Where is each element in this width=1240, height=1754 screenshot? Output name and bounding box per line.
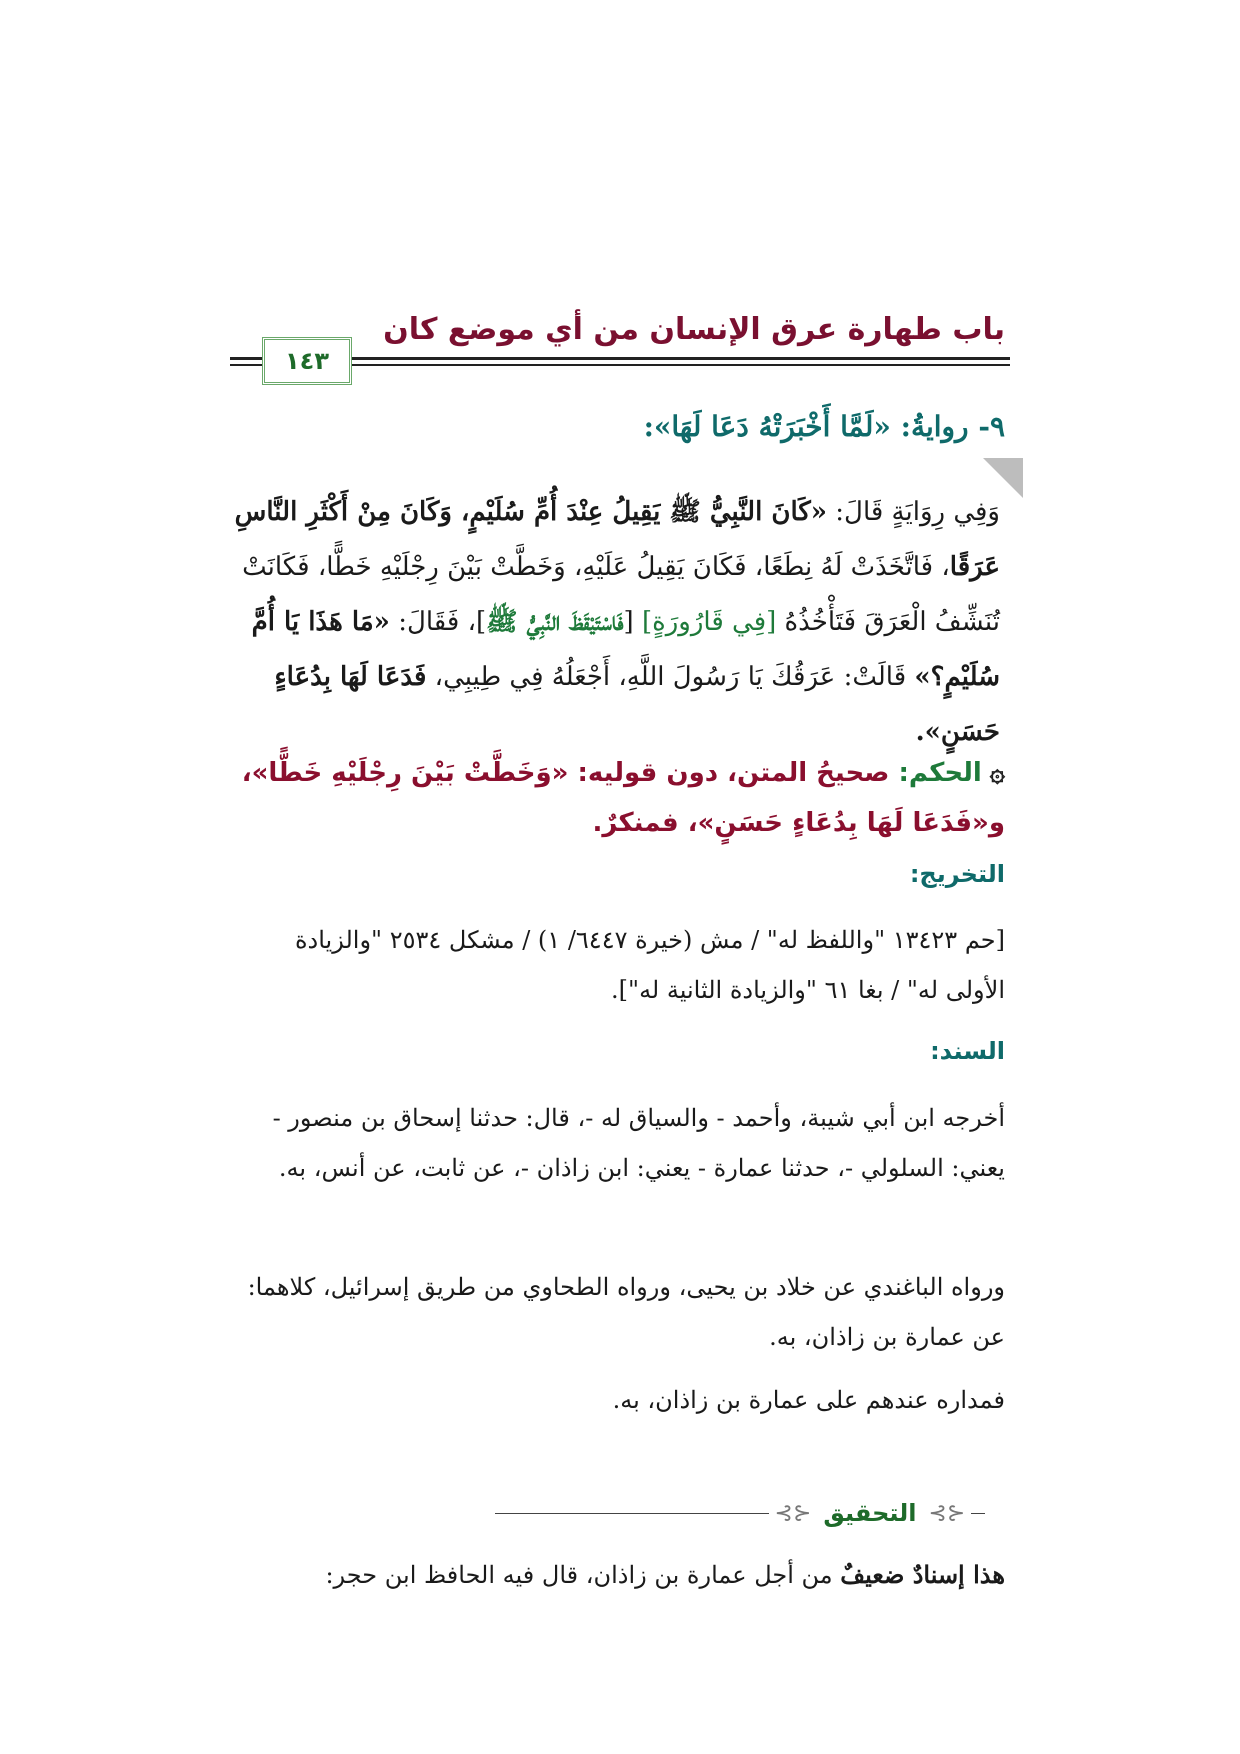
ruling-text: صحيحُ المتن، دون قوليه: «وَخَطَّتْ بَيْنَ رِجْلَيْهِ خَطًّا»، و«فَدَعَا لَهَا بِدُعَاءٍ حَسَنٍ»، فمنكرٌ. [241, 758, 1005, 838]
tahqiq-bold-lead: هذا إسنادٌ ضعيفٌ [840, 1560, 1005, 1589]
page-number-badge [262, 337, 352, 385]
page-number: ١٤٣ [285, 347, 329, 375]
flower-icon: ۞ [989, 758, 1005, 788]
ornament-right-icon: ⊰⊱ [928, 1500, 966, 1526]
section-title: ٩- روايةُ: «لَمَّا أَخْبَرَتْهُ دَعَا لَهَا»: [643, 410, 1005, 443]
takhrij-heading: التخريج: [909, 860, 1005, 888]
narration-intro: وَفِي رِوَايَةٍ قَالَ: [827, 497, 1000, 527]
sanad-paragraph-3: فمداره عندهم على عمارة بن زاذان، به. [612, 1386, 1005, 1414]
tahqiq-heading: التحقيق [823, 1499, 917, 1527]
ornament-left-icon: ⊰⊱ [774, 1500, 812, 1526]
divider-line-left [495, 1513, 769, 1514]
narration-addition-2: فَاسْتَيْقَظَ النَّبِيُّ ﷺ [486, 607, 624, 637]
ruling-paragraph [230, 748, 1005, 848]
sanad-paragraph-1: أخرجه ابن أبي شيبة، وأحمد - والسياق له -، قال: حدثنا إسحاق بن منصور - يعني: السلولي -، حدثنا عمارة - يعني: ابن زاذان -، عن ثابت، عن أنس، به. [272, 1104, 1005, 1182]
narration-text [230, 485, 1000, 760]
narration-bold-question: «مَا هَذَا يَا أُمَّ سُلَيْمٍ؟» [251, 607, 1000, 692]
sanad-paragraph-2: ورواه الباغندي عن خلاد بن يحيى، ورواه الطحاوي من طريق إسرائيل، كلاهما: عن عمارة بن زاذان، به. [247, 1273, 1005, 1351]
divider-line-right [971, 1513, 985, 1514]
ruling-label: الحكم: [898, 758, 982, 788]
tahqiq-divider [495, 1493, 985, 1533]
takhrij-text: [حم ١٣٤٢٣ "واللفظ له" / مش (خيرة ٦٤٤٧/ ١) / مشكل ٢٥٣٤ "والزيادة الأولى له" / بغا ٦١ "والزيادة الثانية له"]. [294, 926, 1005, 1004]
narration-bracket: [ [623, 607, 642, 637]
narration-part-6: ]، فَقَالَ: [389, 607, 487, 637]
tahqiq-text: من أجل عمارة بن زاذان، قال فيه الحافظ ابن حجر: [325, 1561, 841, 1589]
narration-addition-1: [فِي قَارُورَةٍ] [641, 607, 777, 637]
tahqiq-paragraph [230, 1550, 1005, 1600]
narration-bold-1: «كَانَ النَّبِيُّ ﷺ يَقِيلُ عِنْدَ أُمِّ سُلَيْمٍ، وَكَانَ مِنْ أَكْثَرِ النَّاسِ عَرَقًا [234, 497, 1000, 582]
sanad-heading: السند: [930, 1037, 1005, 1065]
narration-part-8: قَالَتْ: عَرَقُكَ يَا رَسُولَ اللَّهِ، أَجْعَلُهُ فِي طِيبِي، [426, 662, 915, 692]
running-title: باب طهارة عرق الإنسان من أي موضع كان [383, 312, 1005, 347]
narration-part-2: ، فَاتَّخَذَتْ لَهُ نِطَعًا، فَكَانَ يَقِيلُ عَلَيْهِ، وَخَطَّتْ بَيْنَ رِجْلَيْهِ خَطًّا، فَكَانَتْ تُنَشِّفُ الْعَرَقَ فَتَأْخُذُهُ [242, 552, 1000, 637]
narration-bold-ending: فَدَعَا لَهَا بِدُعَاءٍ حَسَنٍ». [274, 662, 1000, 747]
